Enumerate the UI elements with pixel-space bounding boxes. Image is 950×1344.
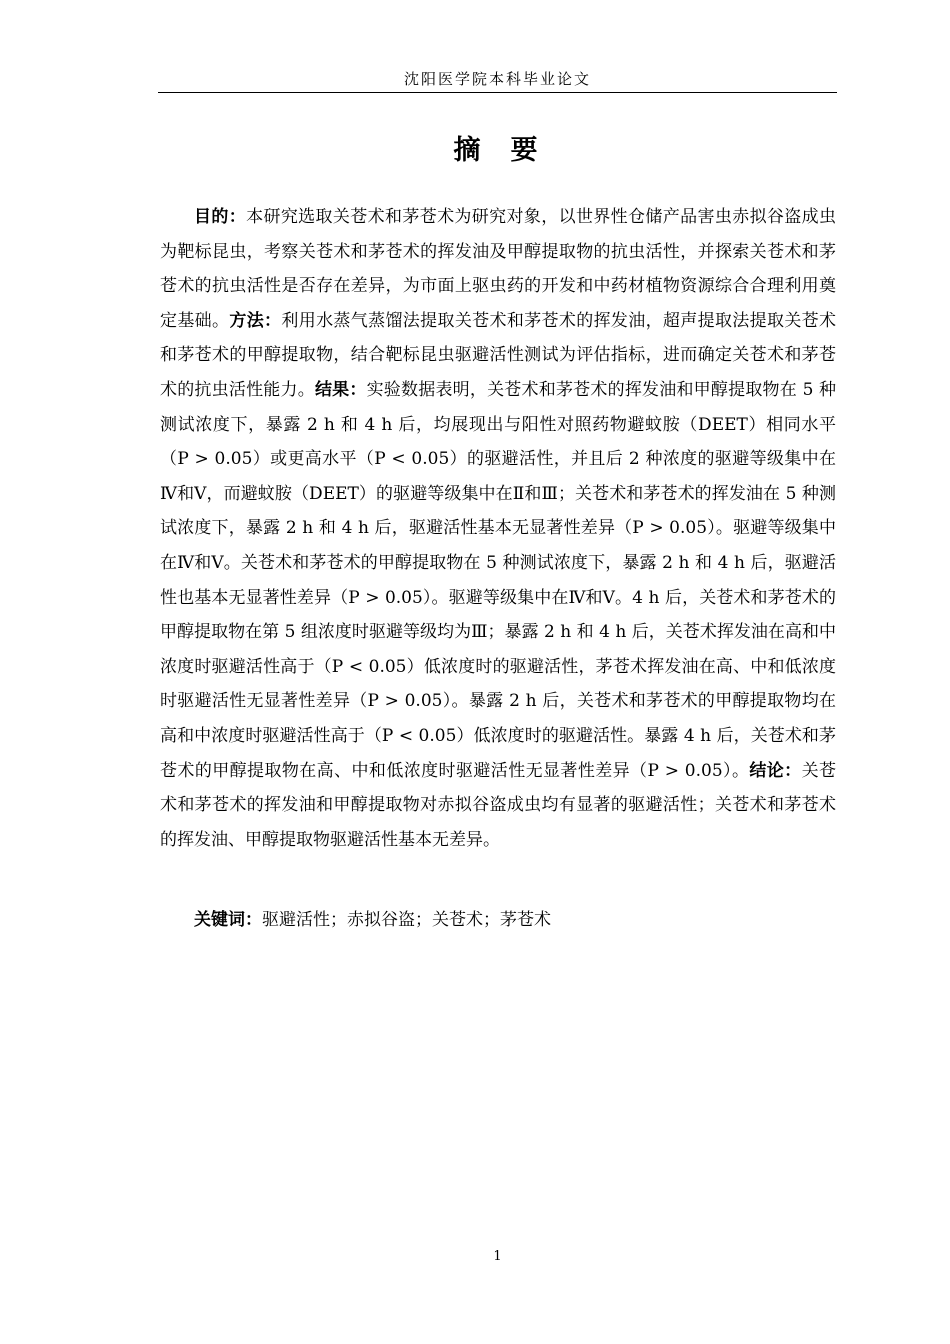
method-text: 利用水蒸气蒸馏法提取关苍术和茅苍术的挥发油，超声提取法提取关苍术和茅苍术的甲醇提取物，结合靶标昆虫驱避活性测试为评估指标，进而确定关苍术和茅苍术的抗虫活性能力。 [160, 310, 837, 400]
conclusion-text: 关苍术和茅苍术的挥发油和甲醇提取物对赤拟谷盗成虫均有显著的驱避活性；关苍术和茅苍术的挥发油、甲醇提取物驱避活性基本无差异。 [160, 760, 837, 850]
keywords-label: 关键词： [194, 910, 262, 930]
abstract-title-part2: 要 [510, 135, 542, 166]
keywords-text: 驱避活性；赤拟谷盗；关苍术；茅苍术 [262, 910, 551, 930]
objective-text: 本研究选取关苍术和茅苍术为研究对象，以世界性仓储产品害虫赤拟谷盗成虫为靶标昆虫，考察关苍术和茅苍术的挥发油及甲醇提取物的抗虫活性，并探索关苍术和茅苍术的抗虫活性是否存在差异，为市面上驱虫药的开发和中药材植物资源综合合理利用奠定基础。 [160, 207, 837, 331]
method-label: 方法： [229, 310, 282, 331]
conclusion-label: 结论： [749, 760, 802, 781]
header-rule [158, 92, 837, 93]
result-label: 结果： [314, 379, 367, 400]
objective-label: 目的： [194, 207, 247, 227]
keywords-line [160, 903, 836, 938]
page-number: 1 [493, 1249, 502, 1264]
result-text: 实验数据表明，关苍术和茅苍术的挥发油和甲醇提取物在 5 种测试浓度下，暴露 2 h 和 4 h 后，均展现出与阳性对照药物避蚊胺（DEET）相同水平（P > 0.05）或更高水平（P < 0.05）的驱避活性，并且后 2 种浓度的驱避等级集中在Ⅳ和Ⅴ，而避蚊胺（DEET）的驱避等级集中在Ⅱ和Ⅲ；关苍术和茅苍术的挥发油在 5 种测试浓度下，暴露 2 h 和 4 h 后，驱避活性基本无显著性差异（P > 0.05）。驱避等级集中在Ⅳ和Ⅴ。关苍术和茅苍术的甲醇提取物在 5 种测试浓度下，暴露 2 h 和 4 h 后，驱避活性也基本无显著性差异（P > 0.05）。驱避等级集中在Ⅳ和Ⅴ。4 h 后，关苍术和茅苍术的甲醇提取物在第 5 组浓度时驱避等级均为Ⅲ；暴露 2 h 和 4 h 后，关苍术挥发油在高和中浓度时驱避活性高于（P < 0.05）低浓度时的驱避活性，茅苍术挥发油在高、中和低浓度时驱避活性无显著性差异（P > 0.05）。暴露 2 h 后，关苍术和茅苍术的甲醇提取物均在高和中浓度时驱避活性高于（P < 0.05）低浓度时的驱避活性。暴露 4 h 后，关苍术和茅苍术的甲醇提取物在高、中和低浓度时驱避活性无显著性差异（P > 0.05）。 [160, 379, 837, 781]
running-header: 沈阳医学院本科毕业论文 [403, 70, 591, 88]
abstract-body [160, 200, 836, 857]
abstract-title [158, 133, 837, 169]
abstract-title-part1: 摘 [453, 135, 485, 166]
